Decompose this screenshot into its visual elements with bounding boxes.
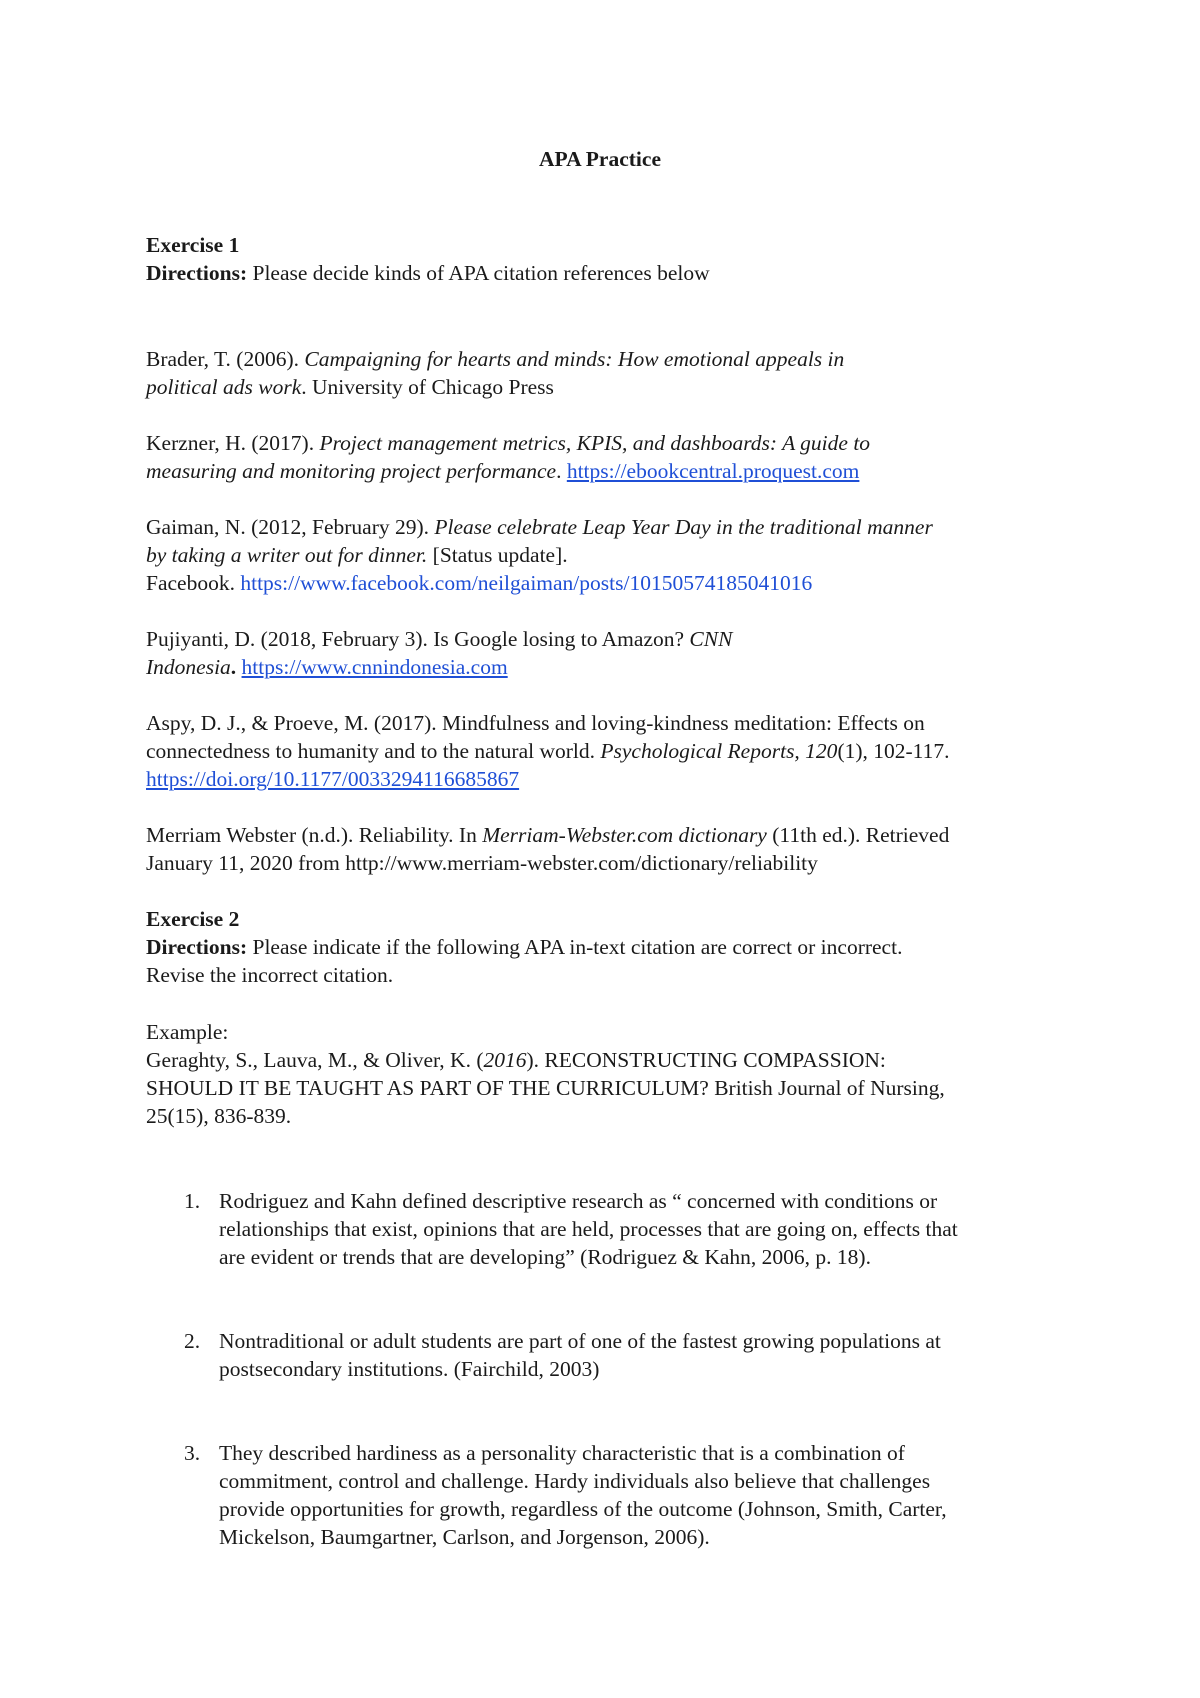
list-item-3-line-3: provide opportunities for growth, regardless of the outcome (Johnson, Smith, Carter, bbox=[219, 1497, 947, 1521]
list-item-3-line-4: Mickelson, Baumgartner, Carlson, and Jorgenson, 2006). bbox=[219, 1525, 710, 1549]
example-text: Geraghty, S., Lauva, M., & Oliver, K. ( bbox=[146, 1048, 484, 1072]
reference-merriam-line-2: January 11, 2020 from http://www.merriam-webster.com/dictionary/reliability bbox=[146, 851, 818, 875]
facebook-link[interactable]: https://www.facebook.com/neilgaiman/posts/10150574185041016 bbox=[240, 571, 813, 595]
reference-aspy-line-3 bbox=[146, 765, 519, 793]
list-item-1-line-2: relationships that exist, opinions that are held, processes that are going on, effects that bbox=[219, 1217, 958, 1241]
example-line-2: SHOULD IT BE TAUGHT AS PART OF THE CURRICULUM? British Journal of Nursing, bbox=[146, 1076, 945, 1100]
exercise-1-heading: Exercise 1 bbox=[146, 233, 240, 257]
reference-text: . bbox=[556, 459, 567, 483]
list-item-number: 3. bbox=[184, 1441, 201, 1465]
reference-text: Merriam Webster (n.d.). Reliability. In bbox=[146, 823, 483, 847]
list-item-number: 1. bbox=[184, 1189, 201, 1213]
exercise-1-directions bbox=[146, 259, 710, 287]
list-item-1-line-1: Rodriguez and Kahn defined descriptive research as “ concerned with conditions or bbox=[219, 1189, 938, 1213]
list-item-number: 2. bbox=[184, 1329, 201, 1353]
example-year: 2016 bbox=[483, 1048, 527, 1072]
directions-label: Directions: bbox=[146, 935, 248, 959]
list-item-2-line-1: Nontraditional or adult students are part of one of the fastest growing populations at bbox=[219, 1329, 941, 1353]
reference-aspy-line-1: Aspy, D. J., & Proeve, M. (2017). Mindfulness and loving-kindness meditation: Effects on bbox=[146, 711, 925, 735]
reference-gaiman-line-3 bbox=[146, 569, 812, 597]
reference-text: Gaiman, N. (2012, February 29). bbox=[146, 515, 435, 539]
reference-text: . University of Chicago Press bbox=[301, 375, 554, 399]
reference-title: Merriam-Webster.com dictionary bbox=[482, 823, 767, 847]
reference-title: Indonesia bbox=[146, 655, 231, 679]
reference-gaiman-line-1 bbox=[146, 513, 933, 541]
reference-text: (1), 102-117. bbox=[837, 739, 950, 763]
reference-text: [Status update]. bbox=[427, 543, 568, 567]
reference-text: (11th ed.). Retrieved bbox=[766, 823, 950, 847]
reference-merriam-line-1 bbox=[146, 821, 949, 849]
list-item-1-line-3: are evident or trends that are developing” (Rodriguez & Kahn, 2006, p. 18). bbox=[219, 1245, 871, 1269]
reference-title: measuring and monitoring project performance bbox=[146, 459, 557, 483]
list-item-3-line-1: They described hardiness as a personality characteristic that is a combination of bbox=[219, 1441, 905, 1465]
reference-gaiman-line-2 bbox=[146, 541, 568, 569]
list-item-3-line-2: commitment, control and challenge. Hardy individuals also believe that challenges bbox=[219, 1469, 931, 1493]
reference-kerzner-line-1 bbox=[146, 429, 870, 457]
reference-title: CNN bbox=[689, 627, 733, 651]
directions-text: Please decide kinds of APA citation references below bbox=[247, 261, 710, 285]
reference-title: Please celebrate Leap Year Day in the traditional manner bbox=[434, 515, 933, 539]
directions-text: Please indicate if the following APA in-text citation are correct or incorrect. bbox=[247, 935, 903, 959]
example-line-1 bbox=[146, 1046, 886, 1074]
reference-text: Brader, T. (2006). bbox=[146, 347, 305, 371]
reference-text: . bbox=[230, 655, 242, 679]
reference-text: Kerzner, H. (2017). bbox=[146, 431, 320, 455]
reference-text: connectedness to humanity and to the natural world. bbox=[146, 739, 601, 763]
reference-brader-line-2 bbox=[146, 373, 554, 401]
reference-aspy-line-2 bbox=[146, 737, 950, 765]
cnn-link[interactable]: https://www.cnnindonesia.com bbox=[241, 655, 508, 679]
reference-pujiyanti-line-2 bbox=[146, 653, 508, 681]
reference-kerzner-line-2 bbox=[146, 457, 859, 485]
reference-title: Psychological Reports, 120 bbox=[600, 739, 838, 763]
example-line-3: 25(15), 836-839. bbox=[146, 1104, 292, 1128]
page-title: APA Practice bbox=[539, 147, 661, 171]
reference-title: Campaigning for hearts and minds: How emotional appeals in bbox=[304, 347, 845, 371]
reference-title: political ads work bbox=[146, 375, 302, 399]
directions-label: Directions: bbox=[146, 261, 248, 285]
reference-text: Pujiyanti, D. (2018, February 3). Is Google losing to Amazon? bbox=[146, 627, 690, 651]
list-item-2-line-2: postsecondary institutions. (Fairchild, 2003) bbox=[219, 1357, 600, 1381]
exercise-2-heading: Exercise 2 bbox=[146, 907, 240, 931]
doi-link[interactable]: https://doi.org/10.1177/0033294116685867 bbox=[146, 767, 520, 791]
reference-title: by taking a writer out for dinner. bbox=[146, 543, 428, 567]
example-text: ). RECONSTRUCTING COMPASSION: bbox=[526, 1048, 886, 1072]
reference-brader-line-1 bbox=[146, 345, 844, 373]
proquest-link[interactable]: https://ebookcentral.proquest.com bbox=[566, 459, 860, 483]
reference-title: Project management metrics, KPIS, and dashboards: A guide to bbox=[319, 431, 871, 455]
reference-pujiyanti-line-1 bbox=[146, 625, 732, 653]
exercise-2-directions-line-2: Revise the incorrect citation. bbox=[146, 963, 394, 987]
example-label: Example: bbox=[146, 1020, 229, 1044]
reference-text: Facebook. bbox=[146, 571, 241, 595]
exercise-2-directions-line-1 bbox=[146, 933, 902, 961]
